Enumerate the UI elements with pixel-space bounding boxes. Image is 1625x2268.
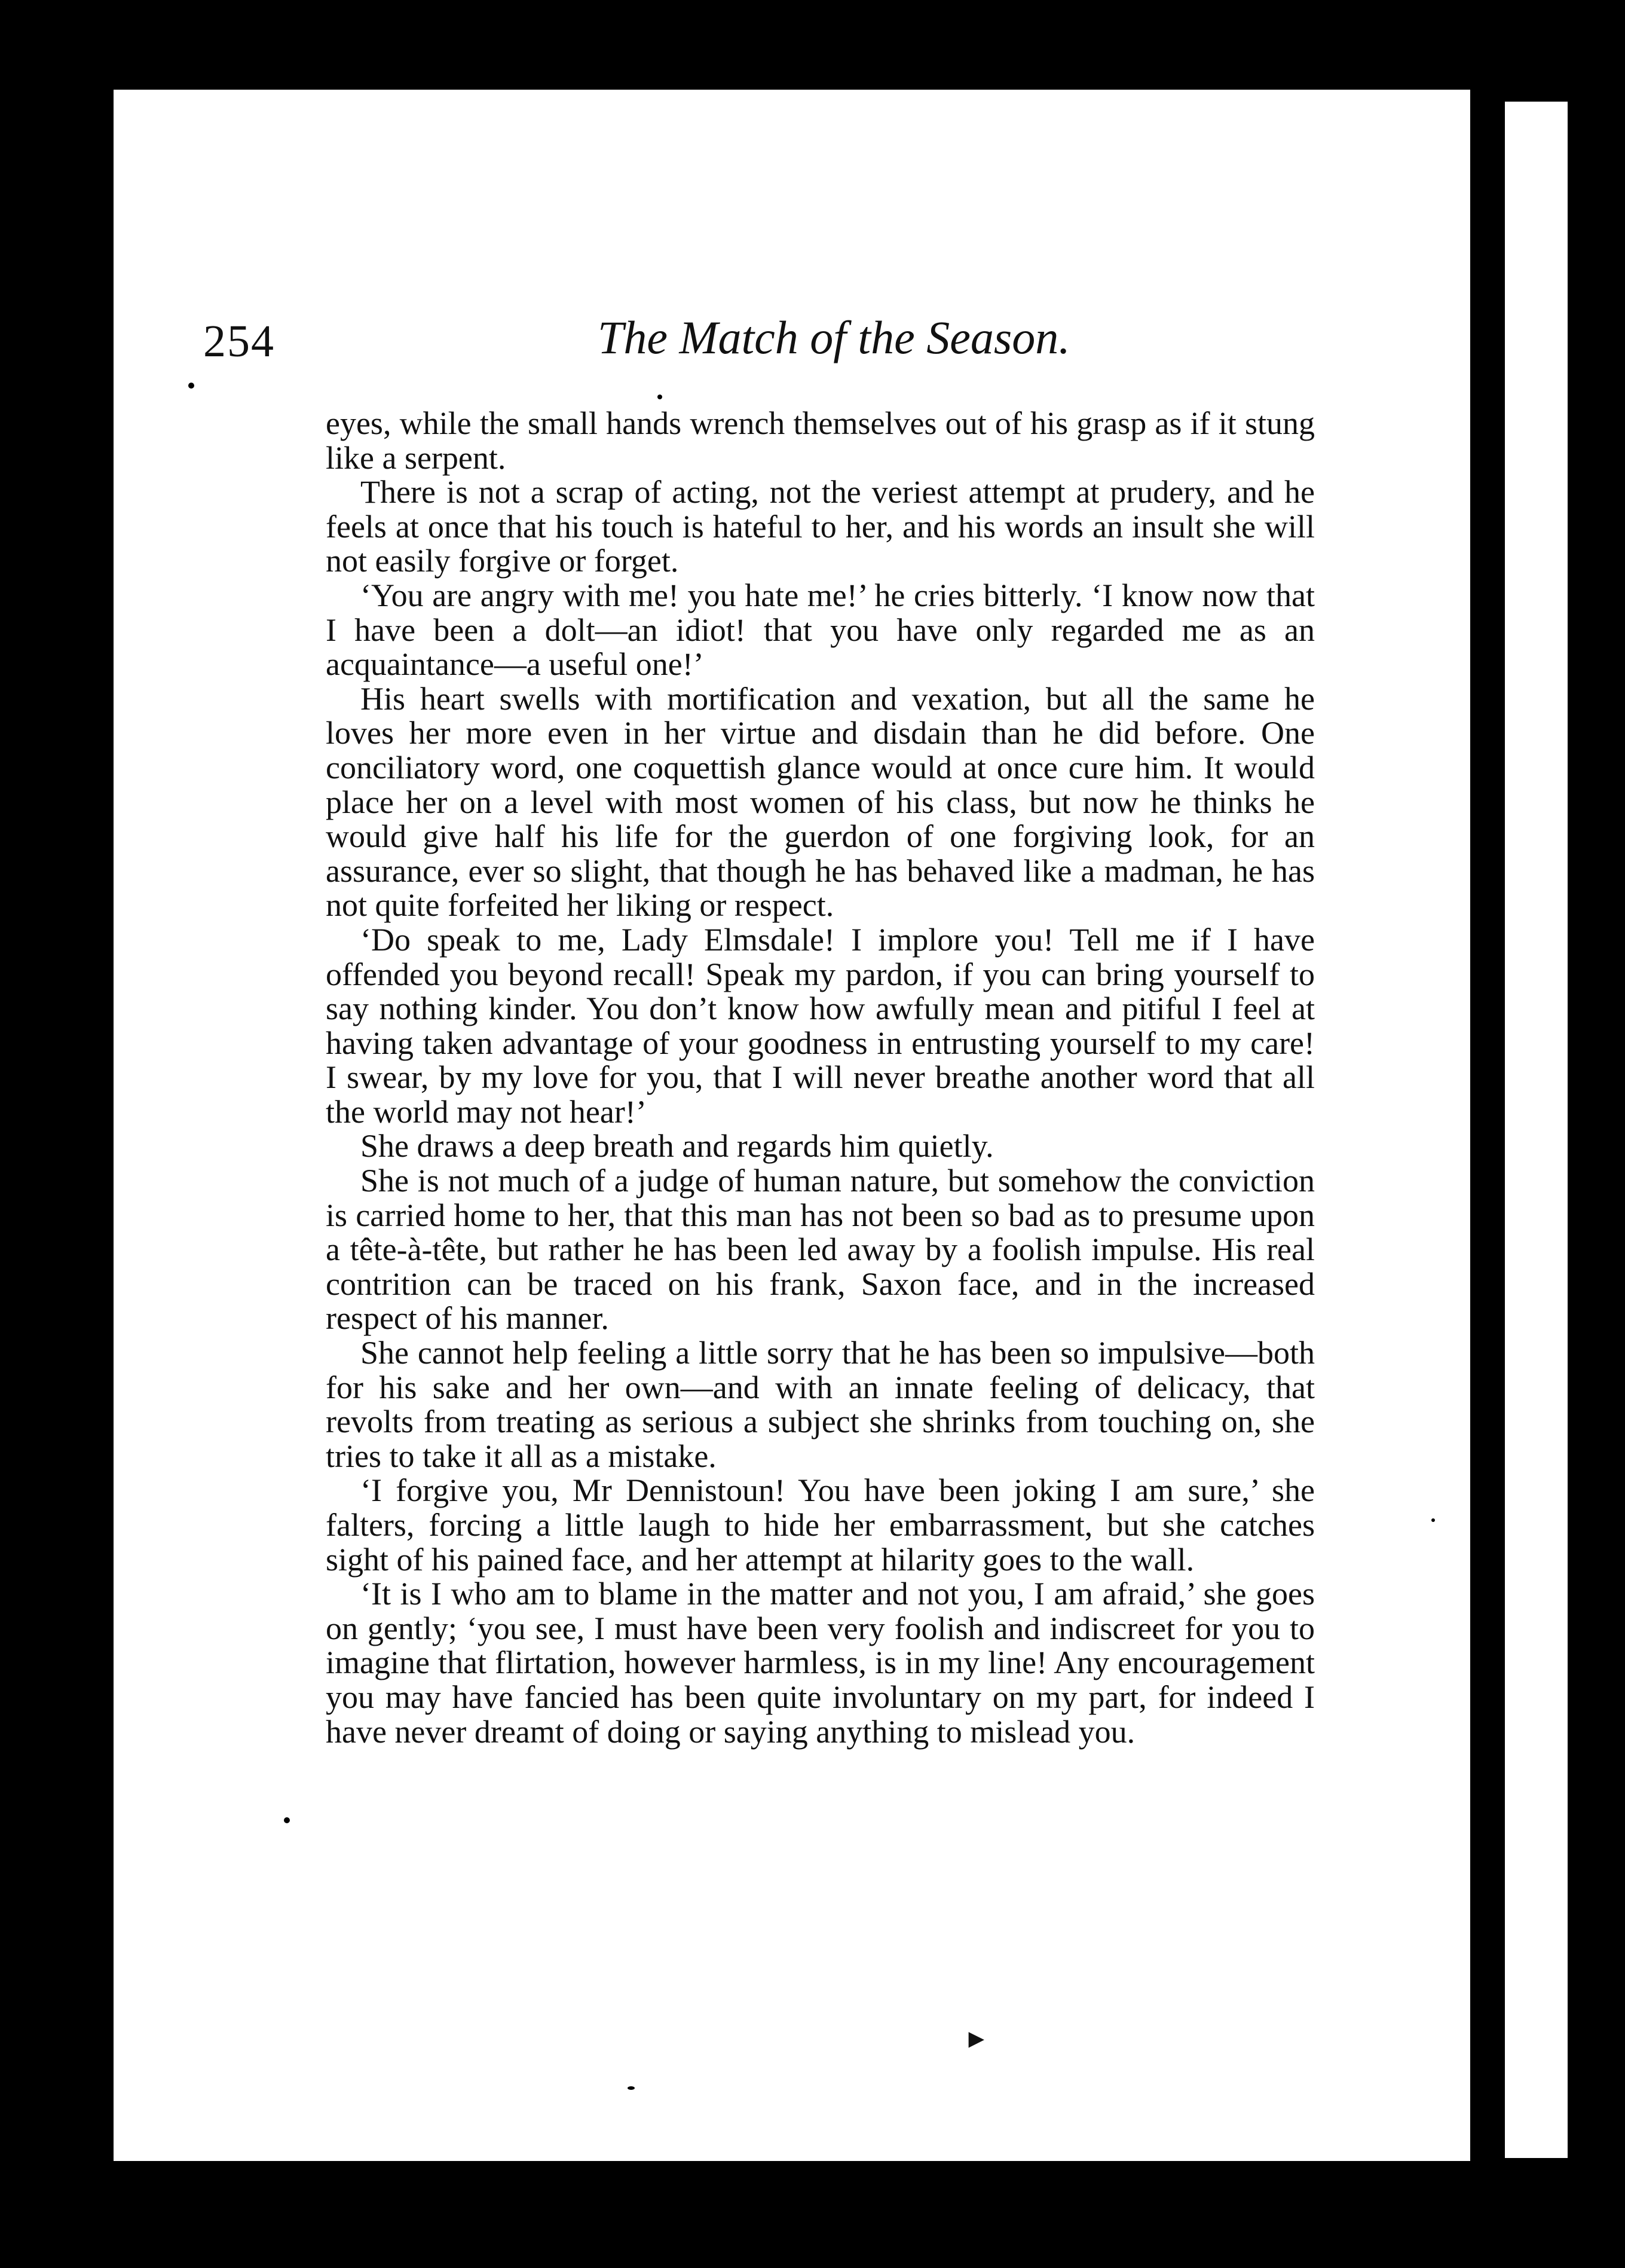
paragraph: ‘It is I who am to blame in the matter and not you, I am afraid,’ she goes on gently; ‘you see, I must have been very foolish and indiscreet for you to imagine that flirtation, however harmless, is in my line! Any encouragement you may have fancied has been quite involuntary on my part, for indeed I have never dreamt of doing or saying anything to mislead you. <box>326 1576 1315 1750</box>
scan-speck <box>1431 1518 1435 1522</box>
paragraph: ‘Do speak to me, Lady Elmsdale! I implore you! Tell me if I have offended you beyond recall! Speak my pardon, if you can bring yourself to say nothing kinder. You don’t know how awfully mean and pitiful I feel at having taken advantage of your goodness in entrusting yourself to my care! I swear, by my love for you, that I will never breathe another word that all the world may not hear!’ <box>326 921 1315 1130</box>
scan-speck <box>188 383 194 389</box>
scan-speck <box>628 2086 635 2090</box>
catchword-arrow-icon: ► <box>963 2024 990 2053</box>
paragraph: ‘You are angry with me! you hate me!’ he cries bitterly. ‘I know now that I have been a dolt—an idiot! that you have only regarded me as an acquaintance—a useful one!’ <box>326 577 1315 683</box>
paragraph: There is not a scrap of acting, not the veriest attempt at prudery, and he feels at once that his touch is hateful to her, and his words an insult she will not easily forgive or forget. <box>326 474 1315 579</box>
paragraph: She cannot help feeling a little sorry that he has been so impulsive—both for his sake and her own—and with an innate feeling of delicacy, that revolts from treating as serious a subject she shrinks from touching on, she tries to take it all as a mistake. <box>326 1335 1315 1474</box>
scan-speck <box>1488 1300 1497 1304</box>
scan-speck <box>284 1817 290 1823</box>
page-number: 254 <box>203 316 275 366</box>
scan-speck <box>657 395 662 399</box>
paragraph: His heart swells with mortification and vexation, but all the same he loves her more even in her virtue and disdain than he did before. One conciliatory word, one coquettish glance would at once cure him. It would place her on a level with most women of his class, but now he thinks he would give half his life for the guerdon of one forgiving look, for an assurance, ever so slight, that though he has behaved like a madman, he has not quite forfeited her liking or respect. <box>326 680 1315 924</box>
running-title: The Match of the Season. <box>598 311 1070 363</box>
paragraph: ‘I forgive you, Mr Dennistoun! You have been joking I am sure,’ she falters, forcing a little laugh to hide her embarrassment, but she catches sight of his pained face, and her attempt at hilarity goes to the wall. <box>326 1472 1315 1578</box>
facing-page-edge <box>1505 102 1568 2158</box>
paragraph: She draws a deep breath and regards him quietly. <box>360 1128 994 1164</box>
page-header <box>203 311 1339 377</box>
paragraph: She is not much of a judge of human nature, but somehow the conviction is carried home to her, that this man has not been so bad as to presume upon a tête-à-tête, but rather he has been led away by a foolish impulse. His real contrition can be traced on his frank, Saxon face, and in the increased respect of his manner. <box>326 1163 1315 1337</box>
body-text <box>326 406 1315 1749</box>
paragraph: eyes, while the small hands wrench themselves out of his grasp as if it stung like a serpent. <box>326 405 1315 476</box>
